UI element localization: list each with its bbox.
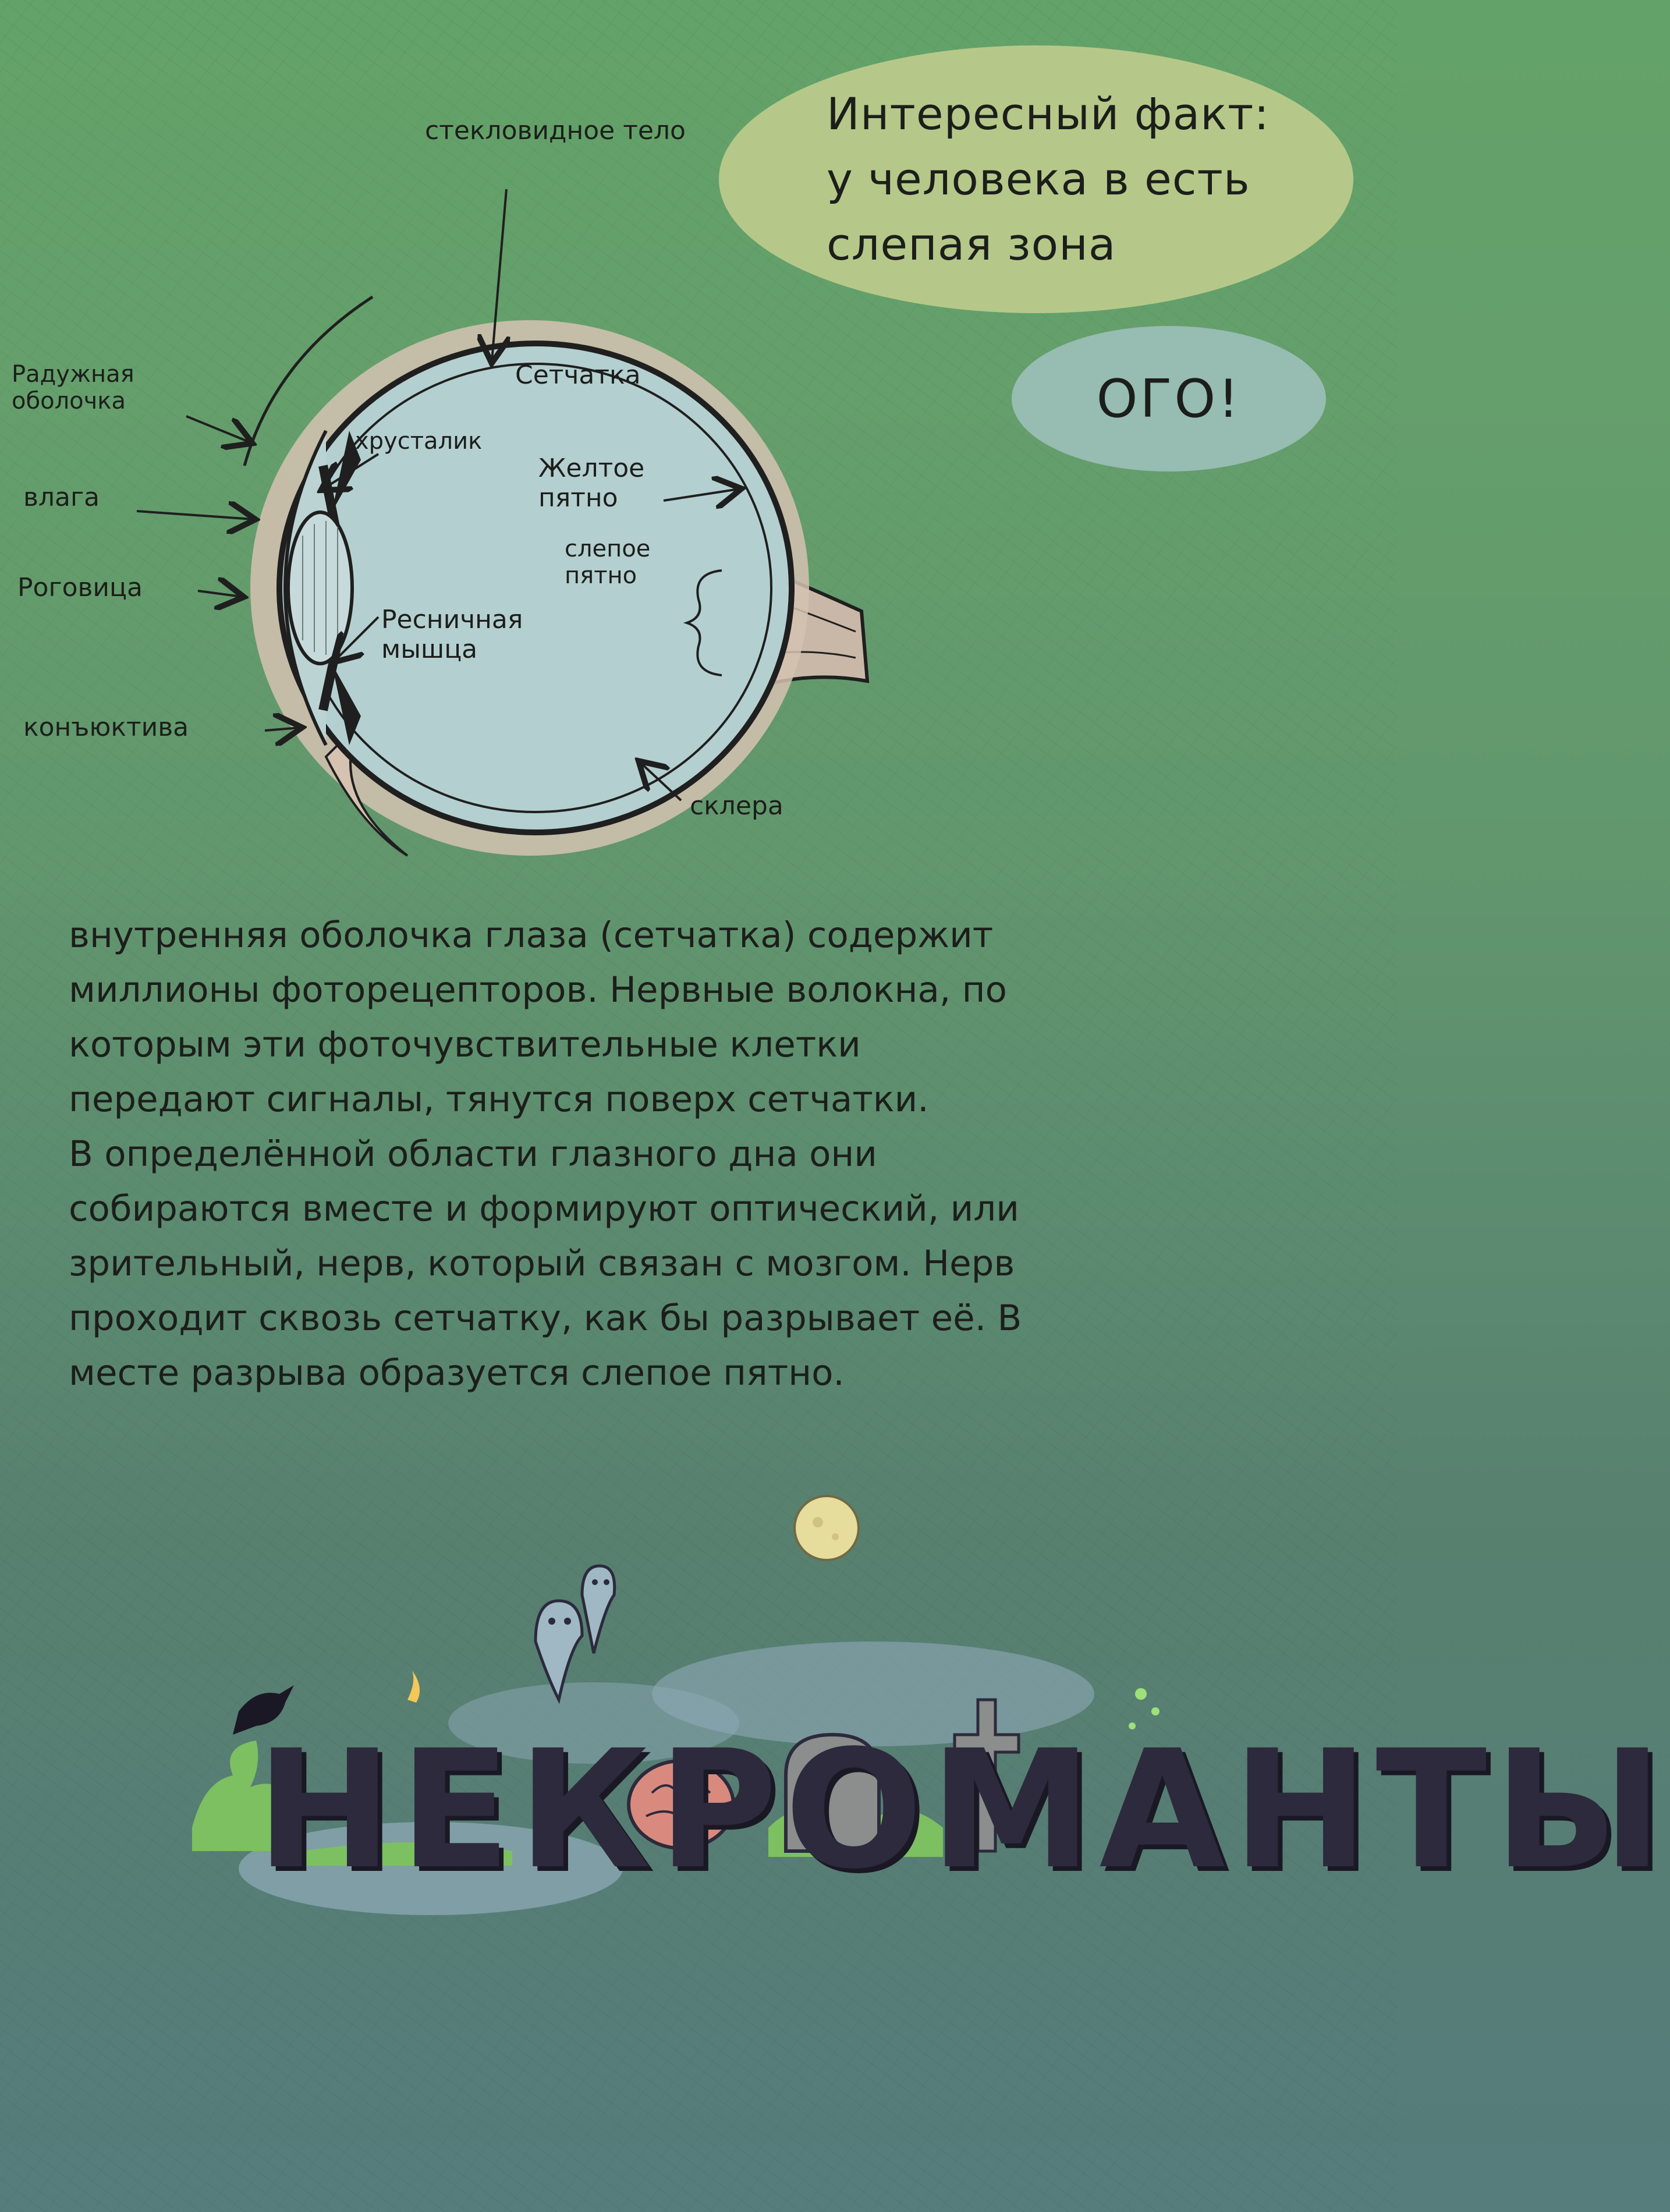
label-lens: хрусталик	[355, 428, 483, 455]
article-line: проходит сквозь сетчатку, как бы разрывает её. В	[69, 1298, 1022, 1339]
label-iris: Радужная оболочка	[12, 361, 134, 414]
ghost-icon	[582, 1566, 615, 1653]
label-sclera: склера	[690, 791, 783, 821]
reaction-text: ОГО!	[1096, 368, 1242, 430]
eye-illustration	[0, 105, 908, 885]
label-cornea: Роговица	[17, 573, 143, 602]
article-text	[69, 908, 1186, 1401]
logo-title: НЕКРОМАНТЫ	[256, 1715, 1670, 1905]
necromancers-logo	[186, 1502, 1670, 1979]
fact-line-3: слепая зона	[827, 218, 1116, 270]
article-line: собираются вместе и формируют оптический, или	[69, 1188, 1019, 1229]
label-vitreous: стекловидное тело	[425, 116, 686, 146]
eyeball	[279, 343, 792, 832]
article-line: миллионы фоторецепторов. Нервные волокна, по	[69, 969, 1007, 1011]
label-conjunctiva: конъюктива	[23, 712, 189, 742]
candle-flame-icon	[407, 1671, 420, 1703]
eye-anatomy-diagram	[0, 105, 908, 885]
fact-line-1: Интересный факт:	[827, 88, 1270, 140]
article-line: месте разрыва образуется слепое пятно.	[69, 1352, 845, 1394]
fact-line-2: у человека в есть	[827, 153, 1250, 205]
article-line: внутренняя оболочка глаза (сетчатка) содержит	[69, 914, 994, 956]
article-line: передают сигналы, тянутся поверх сетчатки.	[69, 1079, 929, 1120]
label-retina: Сетчатка	[515, 360, 641, 390]
label-aqueous-humor: влага	[23, 483, 100, 512]
article-line: В определённой области глазного дна они	[69, 1133, 877, 1175]
reaction-speech-bubble	[1012, 326, 1326, 472]
label-macula: Желтое пятно	[538, 453, 645, 513]
moon-icon	[795, 1496, 859, 1560]
label-blind-spot: слепое пятно	[565, 536, 651, 589]
label-ciliary-muscle: Ресничная мышца	[381, 605, 523, 664]
lens	[288, 512, 352, 664]
article-line: зрительный, нерв, который связан с мозгом. Нерв	[69, 1243, 1015, 1284]
article-line: которым эти фоточувствительные клетки	[69, 1024, 861, 1065]
